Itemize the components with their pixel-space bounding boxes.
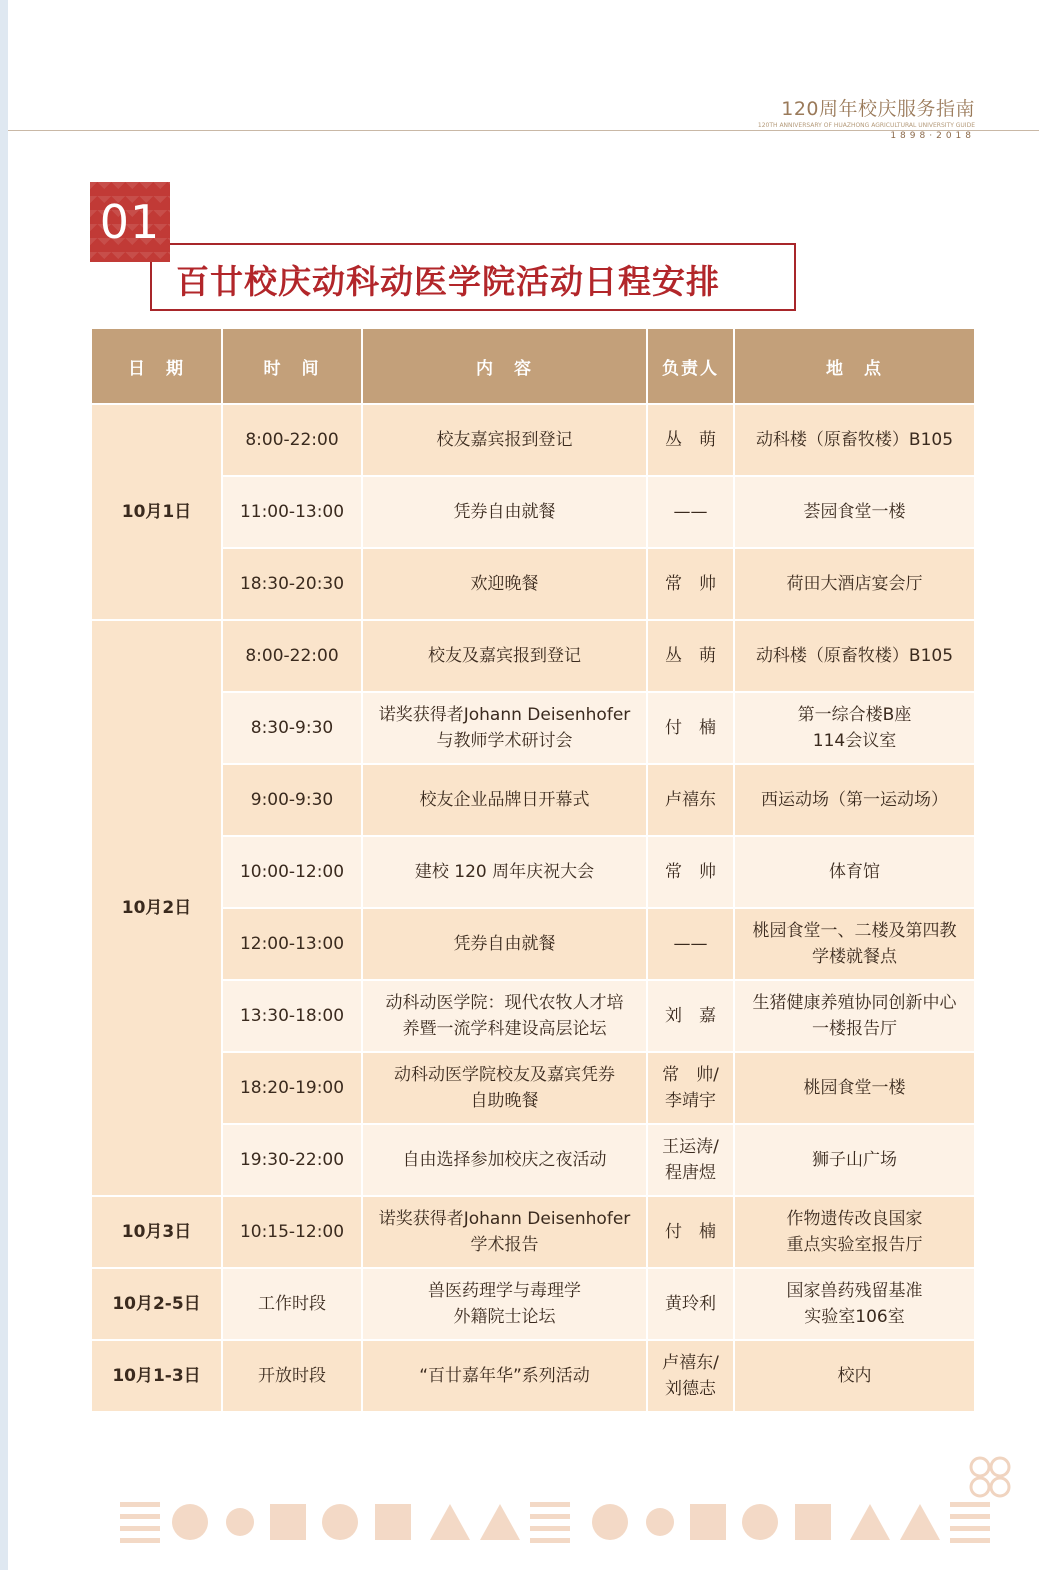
place-cell: 桃园食堂一楼 (734, 1052, 975, 1124)
place-line: 一楼报告厅 (812, 1019, 897, 1039)
date-cell: 10月1日 (91, 404, 222, 620)
person-cell: 付 楠 (647, 1196, 734, 1268)
place-cell (734, 1196, 975, 1268)
place-line: 学楼就餐点 (812, 947, 897, 967)
pattern-decoration-icon (120, 1492, 1020, 1552)
content-cell (362, 1268, 647, 1340)
table-row (91, 980, 975, 1052)
content-line: 养暨一流学科建设高层论坛 (402, 1019, 607, 1039)
table-row (91, 764, 975, 836)
table-row (91, 1052, 975, 1124)
content-line: 兽医药理学与毒理学 (428, 1280, 581, 1301)
table-row (91, 1124, 975, 1196)
place-cell (734, 1268, 975, 1340)
person-line: 刘德志 (665, 1379, 716, 1399)
content-cell (362, 692, 647, 764)
place-line: 114会议室 (812, 731, 897, 751)
header-subtitle: 120TH ANNIVERSARY OF HUAZHONG AGRICULTURAL UNIVERSITY GUIDE (757, 122, 975, 129)
person-cell (647, 1052, 734, 1124)
content-line: 外籍院士论坛 (453, 1307, 556, 1327)
place-cell: 动科楼（原畜牧楼）B105 (734, 620, 975, 692)
header-title: 120周年校庆服务指南 (781, 98, 975, 120)
person-cell (647, 1340, 734, 1412)
table-row (91, 1340, 975, 1412)
time-cell: 8:00-22:00 (222, 620, 362, 692)
column-header-content: 内 容 (362, 328, 647, 404)
place-cell: 体育馆 (734, 836, 975, 908)
place-cell (734, 692, 975, 764)
content-cell: 凭券自由就餐 (362, 908, 647, 980)
time-cell: 10:00-12:00 (222, 836, 362, 908)
content-cell: 建校 120 周年庆祝大会 (362, 836, 647, 908)
person-cell: 卢禧东 (647, 764, 734, 836)
person-line: 李靖宇 (665, 1091, 716, 1111)
table-row (91, 404, 975, 476)
person-cell (647, 1124, 734, 1196)
column-header-person: 负责人 (647, 328, 734, 404)
page-header (758, 94, 975, 141)
place-cell (734, 980, 975, 1052)
place-line: 第一综合楼B座 (797, 704, 912, 725)
content-cell: 凭券自由就餐 (362, 476, 647, 548)
place-line: 生猪健康养殖协同创新中心 (752, 992, 957, 1013)
table-row (91, 836, 975, 908)
time-cell: 10:15-12:00 (222, 1196, 362, 1268)
place-line: 国家兽药残留基准 (786, 1280, 923, 1301)
content-line: 诺奖获得者Johann Deisenhofer (378, 1208, 631, 1229)
time-cell: 18:20-19:00 (222, 1052, 362, 1124)
place-line: 桃园食堂一、二楼及第四教 (752, 920, 957, 941)
place-cell: 动科楼（原畜牧楼）B105 (734, 404, 975, 476)
content-cell (362, 1196, 647, 1268)
content-line: 自助晚餐 (470, 1091, 539, 1111)
table-row (91, 548, 975, 620)
table-row (91, 908, 975, 980)
content-cell: 校友企业品牌日开幕式 (362, 764, 647, 836)
table-row (91, 1196, 975, 1268)
header-years: 1898·2018 (890, 131, 975, 141)
place-cell (734, 908, 975, 980)
person-cell: 常 帅 (647, 548, 734, 620)
time-cell: 11:00-13:00 (222, 476, 362, 548)
time-cell: 9:00-9:30 (222, 764, 362, 836)
content-cell: 校友及嘉宾报到登记 (362, 620, 647, 692)
person-line: 程唐煜 (665, 1163, 716, 1183)
content-line: 学术报告 (470, 1235, 539, 1255)
time-cell: 13:30-18:00 (222, 980, 362, 1052)
person-cell: 刘 嘉 (647, 980, 734, 1052)
table-row (91, 1268, 975, 1340)
place-line: 作物遗传改良国家 (786, 1208, 923, 1229)
person-cell: 常 帅 (647, 836, 734, 908)
content-cell (362, 1052, 647, 1124)
time-cell: 18:30-20:30 (222, 548, 362, 620)
content-cell (362, 980, 647, 1052)
time-cell: 12:00-13:00 (222, 908, 362, 980)
content-cell: “百廿嘉年华”系列活动 (362, 1340, 647, 1412)
content-line: 动科动医学院校友及嘉宾凭券 (394, 1064, 615, 1085)
person-line: 常 帅/ (662, 1064, 719, 1085)
date-cell: 10月2-5日 (91, 1268, 222, 1340)
time-cell: 工作时段 (222, 1268, 362, 1340)
content-cell: 校友嘉宾报到登记 (362, 404, 647, 476)
header-divider (8, 130, 1039, 131)
place-line: 重点实验室报告厅 (786, 1235, 923, 1255)
person-cell: 丛 萌 (647, 620, 734, 692)
person-line: 王运涛/ (662, 1136, 719, 1157)
content-line: 动科动医学院：现代农牧人才培 (385, 992, 624, 1013)
section-title: 百廿校庆动科动医学院活动日程安排 (176, 262, 720, 301)
time-cell: 19:30-22:00 (222, 1124, 362, 1196)
date-cell: 10月2日 (91, 620, 222, 1196)
content-line: 与教师学术研讨会 (436, 731, 573, 751)
place-cell: 荷田大酒店宴会厅 (734, 548, 975, 620)
table-row (91, 476, 975, 548)
content-cell: 欢迎晚餐 (362, 548, 647, 620)
place-cell: 校内 (734, 1340, 975, 1412)
date-cell: 10月1-3日 (91, 1340, 222, 1412)
place-cell: 西运动场（第一运动场） (734, 764, 975, 836)
person-cell: —— (647, 908, 734, 980)
place-cell: 狮子山广场 (734, 1124, 975, 1196)
column-header-time: 时 间 (222, 328, 362, 404)
left-edge-strip (0, 0, 8, 1570)
person-cell: 丛 萌 (647, 404, 734, 476)
schedule-table (90, 327, 976, 1413)
date-cell: 10月3日 (91, 1196, 222, 1268)
person-cell: —— (647, 476, 734, 548)
person-cell: 付 楠 (647, 692, 734, 764)
time-cell: 开放时段 (222, 1340, 362, 1412)
content-line: 诺奖获得者Johann Deisenhofer (378, 704, 631, 725)
content-cell: 自由选择参加校庆之夜活动 (362, 1124, 647, 1196)
place-cell: 荟园食堂一楼 (734, 476, 975, 548)
table-row (91, 692, 975, 764)
time-cell: 8:30-9:30 (222, 692, 362, 764)
column-header-date: 日 期 (91, 328, 222, 404)
time-cell: 8:00-22:00 (222, 404, 362, 476)
section-number: 01 (90, 182, 170, 262)
column-header-place: 地 点 (734, 328, 975, 404)
person-cell: 黄玲利 (647, 1268, 734, 1340)
table-header-row (91, 328, 975, 404)
table-row (91, 620, 975, 692)
place-line: 实验室106室 (804, 1307, 905, 1327)
person-line: 卢禧东/ (662, 1352, 719, 1373)
corner-knot-icon (965, 1452, 1015, 1502)
